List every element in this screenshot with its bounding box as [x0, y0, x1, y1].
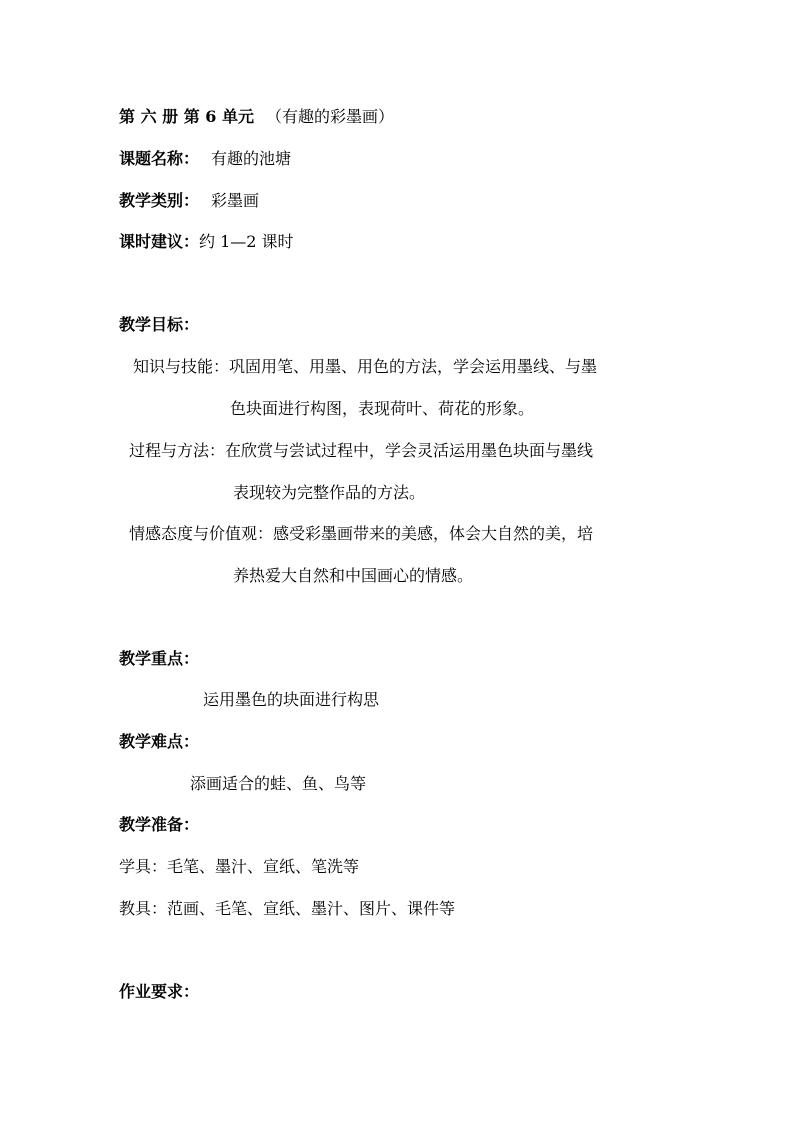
category-value: 彩墨画 [211, 191, 260, 210]
hours-value: 约 1—2 课时 [199, 232, 294, 251]
lesson-title-value: 有趣的池塘 [211, 149, 292, 168]
unit-subtitle: （有趣的彩墨画） [266, 107, 395, 126]
category-label: 教学类别： [119, 191, 200, 210]
lesson-title-row [119, 149, 291, 169]
objective-emotion-line2: 养热爱大自然和中国画心的情感。 [233, 566, 474, 585]
hours-label: 课时建议： [119, 232, 200, 251]
objective-knowledge-line1: 知识与技能：巩固用笔、用墨、用色的方法，学会运用墨线、与墨 [133, 357, 598, 376]
key-point-text: 运用墨色的块面进行构思 [203, 690, 380, 709]
difficulty-heading: 教学难点： [119, 732, 200, 751]
objective-process-line1: 过程与方法：在欣赏与尝试过程中，学会灵活运用墨色块面与墨线 [129, 441, 594, 460]
objectives-heading: 教学目标： [119, 315, 200, 334]
unit-number: 第 六 册 第 6 单元 [119, 107, 254, 126]
difficulty-text: 添画适合的蛙、鱼、鸟等 [190, 774, 367, 793]
key-point-heading: 教学重点： [119, 649, 200, 668]
student-tools: 学具：毛笔、墨汁、宣纸、笔洗等 [119, 857, 360, 876]
objective-emotion-line1: 情感态度与价值观：感受彩墨画带来的美感，体会大自然的美，培 [129, 524, 594, 543]
teacher-tools: 教具：范画、毛笔、宣纸、墨汁、图片、课件等 [119, 899, 456, 918]
homework-heading: 作业要求： [119, 982, 200, 1001]
unit-heading [119, 107, 394, 127]
objective-process-line2: 表现较为完整作品的方法。 [233, 483, 426, 502]
lesson-title-label: 课题名称： [119, 149, 200, 168]
category-row [119, 191, 259, 211]
hours-row [119, 232, 294, 252]
preparation-heading: 教学准备： [119, 815, 200, 834]
objective-knowledge-line2: 色块面进行构图，表现荷叶、荷花的形象。 [230, 399, 535, 418]
